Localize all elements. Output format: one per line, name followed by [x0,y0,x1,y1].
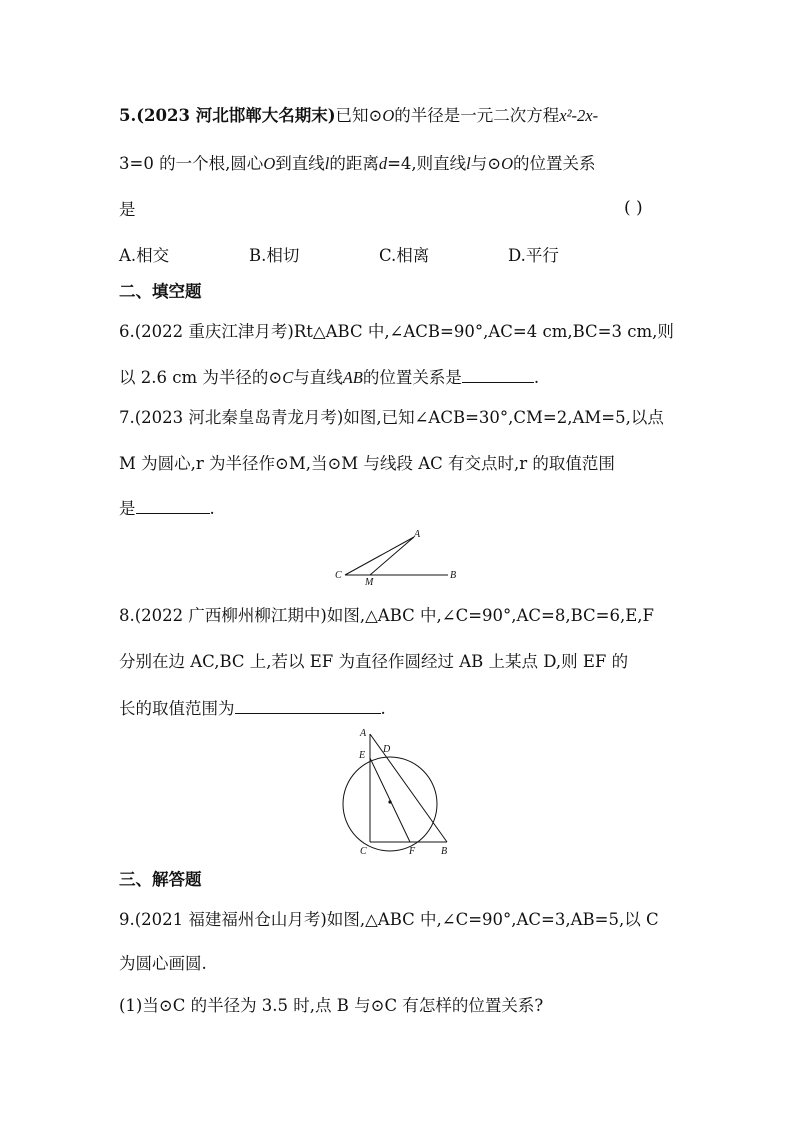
q5-var-o: O [382,106,395,125]
q7-line3 [119,495,215,521]
q6-line2-a: 以 2.6 cm 为半径的⊙ [119,368,283,387]
q9-line2: 为圆心画圆. [119,954,207,973]
q5-line2 [119,152,596,176]
section-heading-solve: 三、解答题 [119,870,202,889]
q5-number: 5. [119,106,137,125]
q5-line3: 是 [119,200,136,219]
q9-line3: (1)当⊙C 的半径为 3.5 时,点 B 与⊙C 有怎样的位置关系? [119,996,544,1015]
circle-ef [343,757,437,851]
q8-line3-a: 长的取值范围为 [119,699,235,718]
option-b: B.相切 [249,246,300,265]
q6-line2-b: 与直线 [293,368,343,387]
q7-answer-blank[interactable] [136,495,210,514]
label-a: A [414,529,421,540]
q6-line2 [119,364,539,390]
q5-line2-o: O [263,154,276,173]
q6-var-ab: AB [342,368,363,387]
segment-ca [345,537,414,575]
q8-line3 [119,695,386,721]
q5-line2-b: 到直线 [275,154,325,173]
q7-figure [330,525,465,587]
q6-line2-d: 的位置关系是 [362,368,462,387]
q5-source: (2023 河北邯郸大名期末) [136,106,336,125]
q5-line2-g: 的位置关系 [513,154,596,173]
section-heading-fill-blank: 二、填空题 [119,282,202,301]
q5-line2-l2: l [466,154,471,173]
q5-line2-d: d [378,154,388,173]
q8-answer-blank[interactable] [235,695,381,714]
q5-line2-f: 与⊙ [470,154,502,173]
label-d: D [383,744,391,755]
option-c: C.相离 [379,246,430,265]
option-d: D.平行 [508,246,559,265]
q6-line2-end: . [533,368,540,387]
label-b: B [441,846,448,857]
q8-line2: 分别在边 AC,BC 上,若以 EF 为直径作圆经过 AB 上某点 D,则 EF 的 [119,652,629,671]
answer-parentheses: ( ) [624,198,643,218]
q7-line2: M 为圆心,r 为半径作⊙M,当⊙M 与线段 AC 有交点时,r 的取值范围 [119,454,615,473]
q5-line2-a: 3=0 的一个根,圆心 [119,154,264,173]
q7-line3-end: . [209,499,215,518]
circle-center-dot [388,800,391,803]
q8-line1: 8.(2022 广西柳州柳江期中)如图,△ABC 中,∠C=90°,AC=8,BC=6,E,F [119,606,654,625]
segment-ab [370,734,447,842]
q6-answer-blank[interactable] [462,364,534,383]
q7-line3-a: 是 [119,499,136,518]
q6-line1: 6.(2022 重庆江津月考)Rt△ABC 中,∠ACB=90°,AC=4 cm,BC=3 cm,则 [119,322,674,341]
q8-line3-end: . [380,699,386,718]
q6-var-c: C [282,368,294,387]
label-m: M [365,577,374,587]
q9-line1: 9.(2021 福建福州仓山月考)如图,△ABC 中,∠C=90°,AC=3,AB=5,以 C [119,910,659,929]
label-c: C [360,846,367,857]
q7-line1: 7.(2023 河北秦皇岛青龙月考)如图,已知∠ACB=30°,CM=2,AM=5,以点 [119,408,664,427]
label-b: B [450,570,457,581]
q5-line1 [119,104,598,128]
q5-line2-l: l [324,154,330,173]
label-a: A [360,728,367,739]
segment-ma [370,537,414,575]
q5-line2-e: =4,则直线 [387,154,467,173]
label-e: E [359,750,366,761]
q5-equation: x²-2x- [559,106,599,125]
q5-text-b: 的半径是一元二次方程 [394,106,560,125]
segment-ef [370,758,410,842]
q5-line2-o2: O [501,154,513,173]
q8-figure [330,724,460,860]
label-c: C [335,570,342,581]
q5-line2-c: 的距离 [329,154,379,173]
label-f: F [409,846,416,857]
q5-text-a: 已知⊙ [335,106,383,125]
option-a: A.相交 [119,246,170,265]
